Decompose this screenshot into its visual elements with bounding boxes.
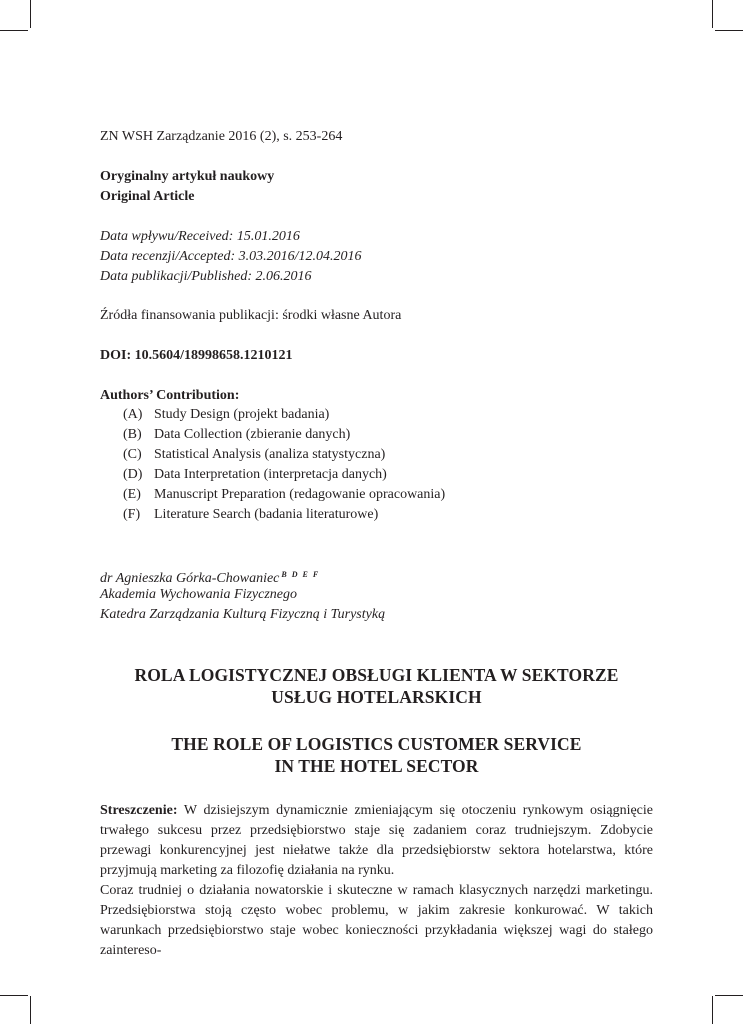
abstract	[100, 801, 653, 961]
title-pl	[100, 664, 653, 708]
contribution-text: Literature Search (badania literaturowe)	[154, 507, 379, 522]
contribution-text: Data Collection (zbieranie danych)	[154, 427, 351, 442]
crop-mark	[0, 30, 28, 31]
crop-mark	[715, 995, 743, 996]
author-department: Katedra Zarządzania Kulturą Fizyczną i Turystyką	[100, 607, 386, 622]
contribution-item	[123, 485, 445, 505]
contribution-letter: (D)	[123, 467, 143, 482]
author-name: dr Agnieszka Górka-Chowaniec	[100, 571, 280, 586]
contribution-item	[123, 505, 378, 525]
date-received: Data wpływu/Received: 15.01.2016	[100, 229, 300, 244]
contribution-item	[123, 465, 387, 485]
author-institution: Akademia Wychowania Fizycznego	[100, 587, 297, 602]
crop-mark	[30, 996, 31, 1024]
abstract-label: Streszczenie:	[100, 803, 178, 818]
crop-mark	[30, 0, 31, 28]
title-en	[100, 733, 653, 777]
contribution-letter: (E)	[123, 487, 141, 502]
crop-mark	[712, 0, 713, 28]
abstract-paragraph	[100, 801, 653, 881]
abstract-text: W dzisiejszym dynamicznie zmieniającym się otoczeniu rynkowym osiągnięcie trwałego sukcesu przez przedsiębiorstwo staje się zadaniem coraz trudniejszym. Zdobycie przewagi konkurencyjnej jest niełatwe także dla przedsiębiorstw sektora hotelarstwa, które przyjmują marketing za filozofię działania na rynku.	[100, 803, 653, 878]
contribution-letter: (F)	[123, 507, 141, 522]
article-type-en: Original Article	[100, 189, 195, 204]
contribution-letter: (B)	[123, 427, 142, 442]
contribution-text: Data Interpretation (interpretacja danych)	[154, 467, 387, 482]
article-type-pl: Oryginalny artykuł naukowy	[100, 169, 275, 184]
abstract-paragraph: Coraz trudniej o działania nowatorskie i skuteczne w ramach klasycznych narzędzi marketingu. Przedsiębiorstwa stoją często wobec problemu, w jakim zakresie konkurować. W takich warunkach przedsiębiorstwo staje wobec konieczności przykładania większej wagi do stałego zaintereso-	[100, 883, 653, 958]
funding-source: Źródła finansowania publikacji: środki własne Autora	[100, 308, 402, 323]
contribution-text: Study Design (projekt badania)	[154, 407, 330, 422]
journal-reference: ZN WSH Zarządzanie 2016 (2), s. 253-264	[100, 129, 343, 144]
date-published: Data publikacji/Published: 2.06.2016	[100, 269, 312, 284]
crop-mark	[0, 995, 28, 996]
contribution-item	[123, 425, 350, 445]
title-pl-line: USŁUG HOTELARSKICH	[271, 687, 482, 707]
contribution-text: Manuscript Preparation (redagowanie opracowania)	[154, 487, 446, 502]
contribution-heading: Authors’ Contribution:	[100, 388, 240, 403]
doi: DOI: 10.5604/18998658.1210121	[100, 348, 293, 363]
date-accepted: Data recenzji/Accepted: 3.03.2016/12.04.2016	[100, 249, 362, 264]
contribution-item	[123, 445, 385, 465]
contribution-letter: (A)	[123, 407, 143, 422]
author-roles: B D E F	[281, 570, 320, 579]
crop-mark	[712, 996, 713, 1024]
crop-mark	[715, 30, 743, 31]
contribution-text: Statistical Analysis (analiza statystyczna)	[154, 447, 386, 462]
title-pl-line: ROLA LOGISTYCZNEJ OBSŁUGI KLIENTA W SEKTORZE	[134, 665, 619, 685]
contribution-item	[123, 405, 329, 425]
title-en-line: THE ROLE OF LOGISTICS CUSTOMER SERVICE	[171, 734, 582, 754]
contribution-letter: (C)	[123, 447, 142, 462]
title-en-line: IN THE HOTEL SECTOR	[274, 756, 479, 776]
